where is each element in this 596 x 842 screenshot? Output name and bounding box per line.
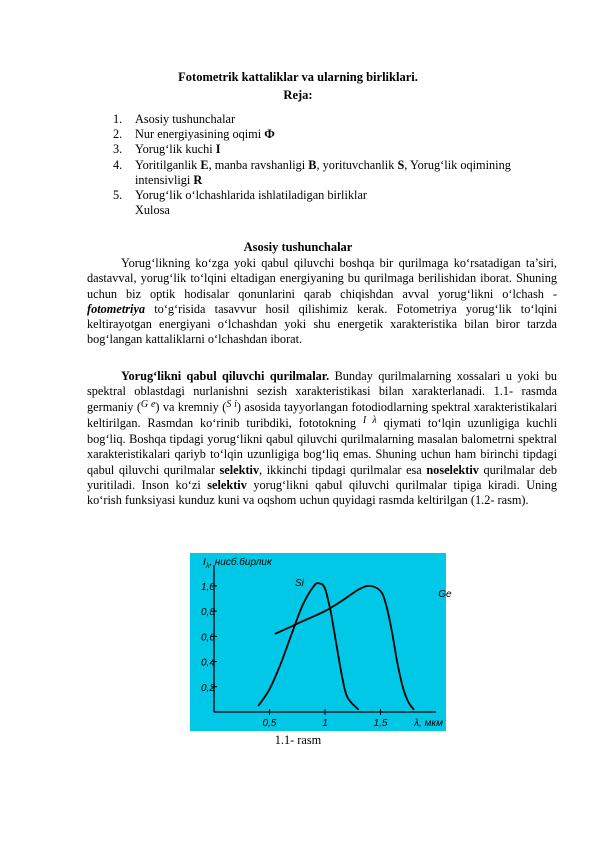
document-title: Fotometrik kattaliklar va ularning birliklari. — [178, 70, 418, 84]
data-point-si — [313, 585, 314, 586]
figure-caption: 1.1- rasm — [274, 733, 322, 747]
x-tick-label: 0,5 — [262, 718, 277, 729]
plan-list — [113, 112, 533, 218]
section-title: Asosiy tushunchalar — [243, 240, 353, 254]
data-point-ge — [341, 600, 342, 601]
paragraph-intro: Yorug‘likning ko‘zga yoki qabul qiluvchi boshqa bir qurilmaga ko‘rsatadigan ta’siri, dastavval, yorug‘lik to‘lqini eltadigan energiyaning bu qurilmaga berilishidan iborat. Shuning uchun biz optik hodisalar qonunlarini qarab chiqishdan avval yorug‘likni o‘lchash - fotometriya to‘g‘risida tasavvur hosil qilishimiz kerak. Fotometriya yorug‘lik to‘lqini keltirayotgan energiyani o‘lchashdan yoki shu energetik xarakteristika bilan biror tarzda bog‘langan kattaliklarni o‘lchashdan iborat. — [87, 256, 557, 347]
x-axis-label: λ, мкм — [414, 718, 443, 729]
x-tick-label: 1 — [322, 718, 328, 729]
data-point-ge — [402, 686, 403, 687]
data-point-ge — [324, 611, 325, 612]
data-point-ge — [385, 604, 386, 605]
series-line-si — [258, 583, 358, 709]
y-axis-label: $I_\lambda$, нисб.бирлик — [203, 557, 272, 570]
data-point-ge — [380, 590, 381, 591]
spectral-chart-svg — [190, 553, 452, 731]
data-point-si — [280, 663, 281, 664]
y-tick-label: 0,6 — [201, 632, 215, 644]
paragraph-receivers: Yorug‘likni qabul qiluvchi qurilmalar. Bunday qurilmalarning xossalari u yoki bu spektral oblastdagi nurlanishni sezish xarakteristikasi bilan xarakterlanadi. 1.1- rasmda germaniy ($^{G e}$) va kremniy ($^{S i}$) asosida tayyorlangan fotodiodlarning spektral xarakteristikalari keltirilgan. Rasmdan ko‘rinib turibdiki, fototokning $^{I \lambda}$ qiymati to‘lqin uzunligiga kuchli bog‘liq. Boshqa tipdagi yorug‘likni qabul qiluvchi qurilmalarning masalan balometrni spektral xarakteristikalari qariyb to‘lqin uzunligiga bog‘liq emas. Shuning uchun ham birinchi tipdagi qabul qiluvchi qurilmalar selektiv, ikkinchi tipdagi qurilmalar esa noselektiv qurilmalar deb yuritiladi. Inson ko‘zi selektiv yorug‘likni qabul qiluvchi qurilmalar tipiga kiradi. Uning ko‘rish funksiyasi kunduz kuni va oqshom uchun quyidagi rasmda keltirilgan (1.2- rasm). — [87, 369, 558, 508]
data-point-si — [330, 611, 331, 612]
series-label-ge: Ge — [438, 589, 452, 601]
plan-label: Reja: — [283, 88, 313, 102]
plan-item: 2. Nur energiyasining oqimi Ф — [113, 127, 275, 142]
data-point-ge — [397, 661, 398, 662]
y-tick-label: 1,0 — [201, 581, 215, 593]
data-point-ge — [274, 633, 275, 634]
data-point-ge — [413, 709, 414, 710]
data-point-si — [319, 583, 320, 584]
plan-item: 1. Asosiy tushunchalar — [113, 112, 236, 126]
x-tick-label: 1,5 — [373, 718, 388, 729]
data-point-si — [358, 709, 359, 710]
y-tick-label: 0,4 — [201, 657, 215, 669]
data-point-si — [291, 633, 292, 634]
data-point-si — [269, 689, 270, 690]
y-tick-label: 0,8 — [201, 607, 215, 619]
plan-item: 3. Yorug‘lik kuchi I — [113, 142, 221, 157]
y-tick-label: 0,2 — [201, 682, 215, 694]
plan-item: 4. Yoritilganlik E, manba ravshanligi B, yorituvchanlik S, Yorug‘lik oqimining intensivligi R — [113, 157, 511, 187]
data-point-ge — [408, 701, 409, 702]
data-point-ge — [308, 618, 309, 619]
series-label-si: Si — [295, 577, 304, 589]
data-point-si — [324, 588, 325, 589]
data-point-si — [347, 696, 348, 697]
plan-item-conclusion: Xulosa — [135, 203, 170, 218]
data-point-si — [258, 705, 259, 706]
data-point-ge — [291, 626, 292, 627]
data-point-si — [341, 674, 342, 675]
data-point-ge — [391, 629, 392, 630]
spectral-chart — [190, 553, 452, 731]
data-point-ge — [358, 589, 359, 590]
plan-item: 5. Yorug‘lik o‘lchashlarida ishlatiladigan birliklar — [113, 188, 368, 203]
data-point-si — [336, 642, 337, 643]
data-point-si — [302, 604, 303, 605]
data-point-ge — [369, 585, 370, 586]
